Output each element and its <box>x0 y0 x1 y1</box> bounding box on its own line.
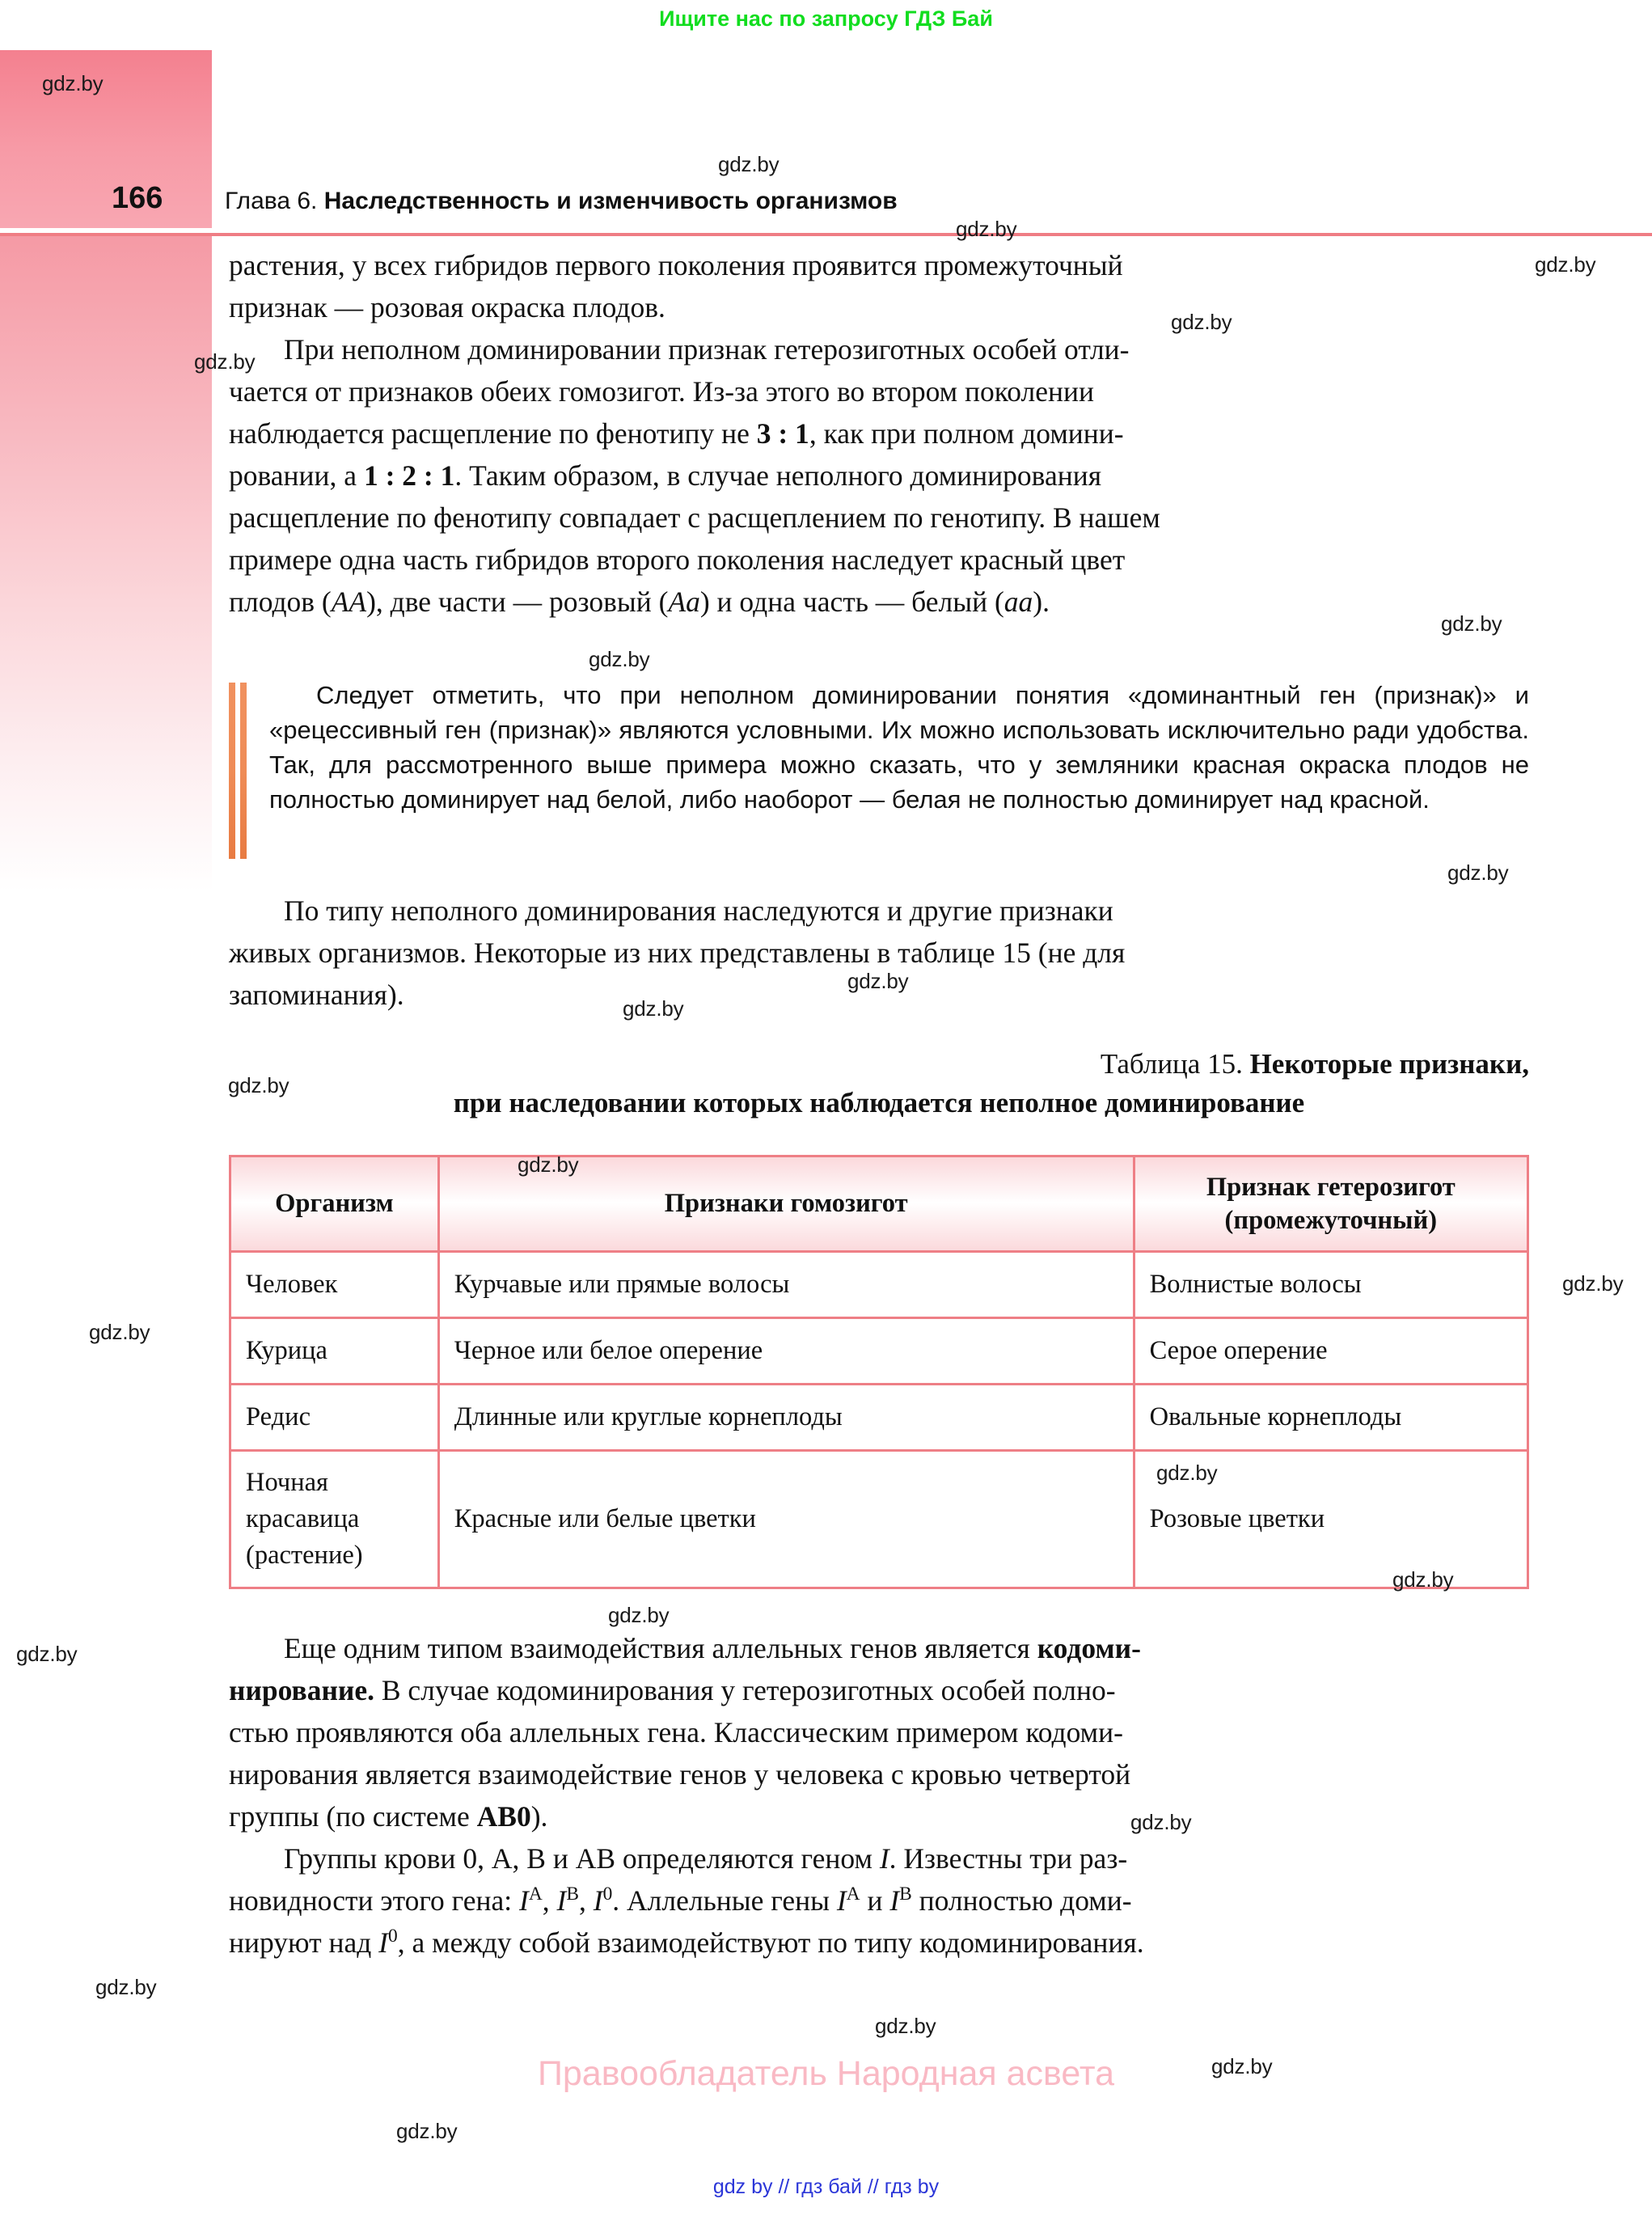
line: Группы крови 0, А, В и АВ определяются геном <box>284 1842 880 1875</box>
watermark-23: gdz.by <box>396 2119 458 2143</box>
line: , как при полном домини- <box>809 417 1124 450</box>
genotype-Aa: Aa <box>668 586 700 618</box>
cell-homozygote: Красные или белые цветки <box>438 1451 1134 1588</box>
line: . Аллельные гены <box>612 1884 837 1917</box>
line: (растение) <box>246 1541 363 1570</box>
footer-links: gdz by // гдз бай // гдз by <box>712 2175 940 2198</box>
watermark-12: gdz.by <box>518 1152 579 1177</box>
col-header-heterozygote-line1: Признак гетерозигот <box>1206 1172 1456 1202</box>
sidebar-gradient-band <box>0 236 212 891</box>
line: нирования является взаимодействие генов у человека с кровью четвертой <box>229 1758 1131 1791</box>
paragraph-blood-groups <box>229 1837 1529 1964</box>
watermark-0: gdz.by <box>42 71 104 95</box>
line: По типу неполного доминирования наследуются и другие признаки <box>284 894 1113 927</box>
line: ) и одна часть — белый ( <box>699 586 1004 618</box>
table-row <box>230 1451 1528 1588</box>
col-header-heterozygote <box>1134 1156 1527 1252</box>
line: примере одна часть гибридов второго поколения наследует красный цвет <box>229 543 1126 576</box>
copyright-notice: Правообладатель Народная асвета <box>537 2054 1115 2093</box>
watermark-18: gdz.by <box>16 1642 78 1666</box>
chapter-title: Наследственность и изменчивость организмов <box>323 188 898 214</box>
paragraph-text <box>229 1837 1529 1964</box>
watermark-11: gdz.by <box>228 1073 289 1097</box>
note-marker-bars <box>229 683 247 859</box>
cell-homozygote: Черное или белое оперение <box>438 1318 1134 1385</box>
allele-IA-sup: A <box>528 1884 543 1905</box>
line: признак — розовая окраска плодов. <box>229 291 665 323</box>
paragraph-other-traits <box>229 890 1529 1016</box>
promo-banner: Ищите нас по запросу ГДЗ Бай <box>659 6 993 31</box>
term-codominance-part1: кодоми- <box>1037 1632 1141 1664</box>
line: запоминания). <box>229 979 404 1011</box>
watermark-15: gdz.by <box>1156 1461 1218 1485</box>
allele-I0-2-sup: 0 <box>388 1926 398 1947</box>
table-15 <box>229 1155 1529 1589</box>
col-header-heterozygote-line2: (промежуточный) <box>1224 1205 1438 1235</box>
allele-I0-2: I <box>378 1926 388 1959</box>
watermark-14: gdz.by <box>89 1320 150 1344</box>
allele-I0-sup: 0 <box>602 1884 613 1905</box>
table-head <box>230 1156 1528 1252</box>
line: растения, у всех гибридов первого поколения проявится промежуточный <box>229 249 1123 281</box>
cell-heterozygote: Волнистые волосы <box>1134 1252 1527 1318</box>
allele-IB-2-sup: B <box>899 1884 912 1905</box>
allele-IB: I <box>556 1884 567 1917</box>
watermark-20: gdz.by <box>95 1975 157 1999</box>
line: , а между собой взаимодействуют по типу кодоминирования. <box>397 1926 1144 1959</box>
watermark-22: gdz.by <box>1211 2054 1273 2078</box>
table-row <box>230 1318 1528 1385</box>
table-caption <box>229 1045 1529 1123</box>
line: группы (по системе <box>229 1800 477 1833</box>
paragraph-incomplete-dominance <box>229 328 1529 623</box>
line: ), две части — розовый ( <box>366 586 669 618</box>
line: В случае кодоминирования у гетерозиготных особей полно- <box>374 1674 1116 1706</box>
col-header-organism: Организм <box>230 1156 439 1252</box>
allele-IA-2-sup: A <box>846 1884 860 1905</box>
allele-IB-sup: B <box>566 1884 579 1905</box>
header-accent-block <box>0 50 212 228</box>
line: , <box>578 1884 594 1917</box>
line: живых организмов. Некоторые из них представлены в таблице 15 (не для <box>229 937 1126 969</box>
line: нируют над <box>229 1926 379 1959</box>
paragraph-text <box>229 328 1529 623</box>
term-codominance-part2: нирование. <box>229 1674 374 1706</box>
caption-title-line2: при наследовании которых наблюдается неполное доминирование <box>453 1087 1305 1118</box>
watermark-4: gdz.by <box>1171 310 1232 334</box>
line: Еще одним типом взаимодействия аллельных генов является <box>284 1632 1037 1664</box>
caption-number: Таблица 15. <box>1100 1048 1250 1080</box>
watermark-19: gdz.by <box>1130 1810 1192 1834</box>
watermark-7: gdz.by <box>589 647 650 671</box>
watermark-13: gdz.by <box>1562 1271 1624 1296</box>
paragraph-text <box>229 244 1529 328</box>
note-body <box>269 678 1529 817</box>
cell-heterozygote: Овальные корнеплоды <box>1134 1385 1527 1451</box>
line: ровании, а <box>229 459 364 492</box>
cell-organism: Человек <box>230 1252 439 1318</box>
blood-system-abo: АВ0 <box>476 1800 531 1833</box>
genotype-AA: AA <box>331 586 367 618</box>
allele-IA-2: I <box>836 1884 847 1917</box>
running-head <box>225 188 898 215</box>
line: , <box>542 1884 557 1917</box>
line: стью проявляются оба аллельных гена. Классическим примером кодоми- <box>229 1716 1123 1748</box>
allele-IA: I <box>519 1884 529 1917</box>
table-row <box>230 1385 1528 1451</box>
line: . Известны три раз- <box>889 1842 1128 1875</box>
watermark-1: gdz.by <box>718 152 780 176</box>
chapter-label: Глава 6. <box>225 188 318 214</box>
paragraph-text <box>229 890 1529 1016</box>
cell-organism: Редис <box>230 1385 439 1451</box>
watermark-8: gdz.by <box>1447 860 1509 885</box>
cell-heterozygote: Розовые цветки <box>1134 1451 1527 1588</box>
ratio-3-1: 3 : 1 <box>756 417 809 450</box>
genotype-aa: aa <box>1003 586 1033 618</box>
table-body <box>230 1252 1528 1588</box>
watermark-17: gdz.by <box>608 1603 670 1627</box>
paragraph-codominance <box>229 1627 1529 1837</box>
caption-title-line1: Некоторые признаки, <box>1249 1048 1529 1080</box>
line: чается от признаков обеих гомозигот. Из-за этого во втором поколении <box>229 375 1094 408</box>
line: наблюдается расщепление по фенотипу не <box>229 417 757 450</box>
watermark-16: gdz.by <box>1392 1567 1454 1592</box>
line: ). <box>530 1800 548 1833</box>
line: новидности этого гена: <box>229 1884 520 1917</box>
header-rule <box>0 233 1652 236</box>
allele-I0: I <box>593 1884 603 1917</box>
line: Ночная <box>246 1468 328 1497</box>
line: красавица <box>246 1504 360 1533</box>
table-header-row <box>230 1156 1528 1252</box>
cell-organism <box>230 1451 439 1588</box>
watermark-10: gdz.by <box>623 996 684 1021</box>
watermark-2: gdz.by <box>956 217 1017 241</box>
col-header-homozygote: Признаки гомозигот <box>438 1156 1134 1252</box>
line: расщепление по фенотипу совпадает с расщеплением по генотипу. В нашем <box>229 501 1160 534</box>
line: ). <box>1033 586 1050 618</box>
watermark-5: gdz.by <box>194 349 256 374</box>
watermark-6: gdz.by <box>1441 611 1502 636</box>
line: При неполном доминировании признак гетерозиготных особей отли- <box>284 333 1130 366</box>
line: полностью доми- <box>911 1884 1132 1917</box>
cell-organism: Курица <box>230 1318 439 1385</box>
note-text: Следует отметить, что при неполном доминировании понятия «доминантный ген (признак)» и «рецессивный ген (признак)» являются условными. Их можно использовать исключительно ради удобства. Так, для рассмотренного выше примера можно сказать, что у земляники красная окраска плодов не полностью доминирует над белой, либо наоборот — белая не полностью доминирует над красной. <box>269 681 1529 814</box>
page-number: 166 <box>112 181 163 215</box>
gene-I: I <box>879 1842 889 1875</box>
paragraph-text <box>229 1627 1529 1837</box>
allele-IB-2: I <box>889 1884 900 1917</box>
watermark-21: gdz.by <box>875 2014 936 2038</box>
note-callout <box>229 678 1529 817</box>
ratio-1-2-1: 1 : 2 : 1 <box>363 459 455 492</box>
cell-homozygote: Курчавые или прямые волосы <box>438 1252 1134 1318</box>
line: плодов ( <box>229 586 332 618</box>
cell-heterozygote: Серое оперение <box>1134 1318 1527 1385</box>
paragraph-continuation <box>229 244 1529 328</box>
line: и <box>860 1884 890 1917</box>
watermark-9: gdz.by <box>847 969 909 993</box>
line: . Таким образом, в случае неполного доминирования <box>454 459 1102 492</box>
cell-homozygote: Длинные или круглые корнеплоды <box>438 1385 1134 1451</box>
watermark-3: gdz.by <box>1535 252 1596 277</box>
cell-organism-multiline <box>246 1465 423 1574</box>
table-row <box>230 1252 1528 1318</box>
